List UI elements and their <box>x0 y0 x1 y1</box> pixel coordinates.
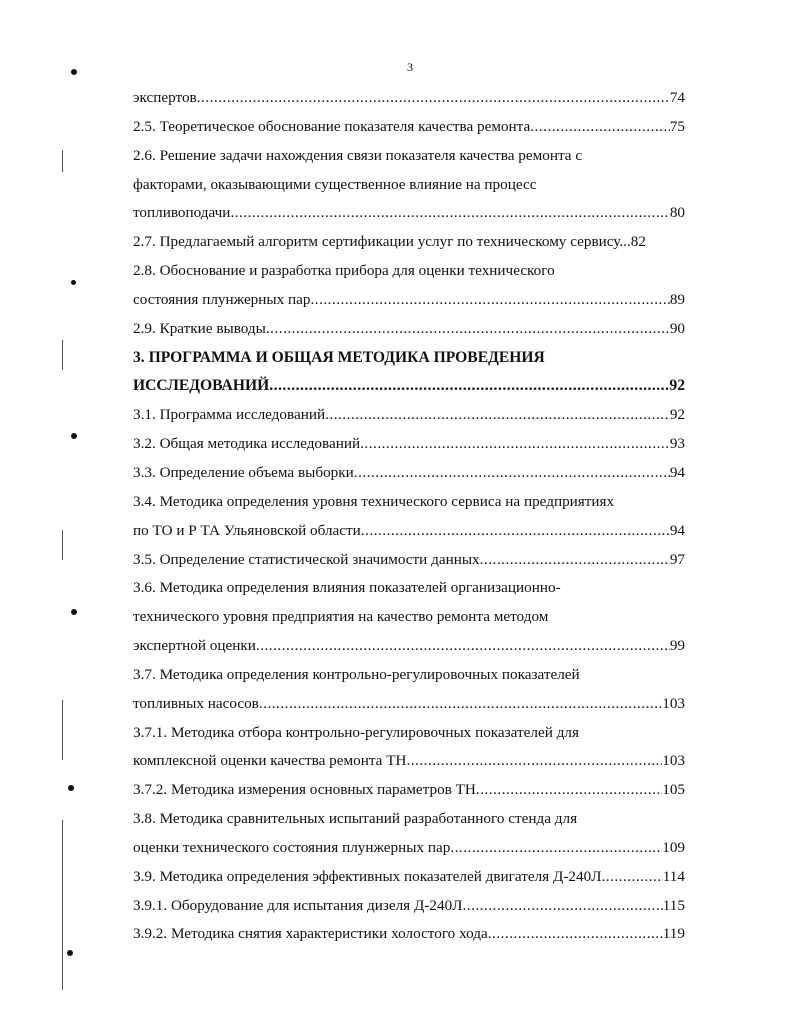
toc-entry <box>133 113 685 142</box>
toc-entry-title: топливных насосов <box>133 694 259 712</box>
toc-entry <box>133 632 685 661</box>
toc-wrap-line: 2.7. Предлагаемый алгоритм сертификации услуг по техническому сервису...82 <box>133 233 646 251</box>
toc-entry <box>133 372 685 401</box>
toc-entry-title: комплексной оценки качества ремонта ТН <box>133 752 407 770</box>
toc-page-number: 119 <box>662 925 685 943</box>
toc-entry-title: экспертной оценки <box>133 637 256 655</box>
toc-entry-title: состояния плунжерных пар <box>133 290 311 308</box>
toc-entry-title: 3.9. Методика определения эффективных показателей двигателя Д-240Л <box>133 867 602 885</box>
toc-dot-leader <box>230 199 669 228</box>
toc-dot-leader <box>197 84 670 113</box>
toc-dot-leader <box>450 834 662 863</box>
toc-dot-leader <box>488 920 663 949</box>
scan-edge-line <box>62 530 63 560</box>
toc-entry <box>133 892 685 921</box>
toc-entry <box>133 459 685 488</box>
toc-page-number: 80 <box>669 204 685 222</box>
toc-entry <box>133 430 685 459</box>
toc-entry-title: по ТО и Р ТА Ульяновской области <box>133 521 361 539</box>
toc-entry-title: 3.9.1. Оборудование для испытания дизеля Д-240Л <box>133 896 463 914</box>
toc-entry <box>133 834 685 863</box>
toc-wrap-line: 3.4. Методика определения уровня технического сервиса на предприятиях <box>133 492 615 510</box>
toc-entry <box>133 84 685 113</box>
toc-entry-title: 3.3. Определение объема выборки <box>133 463 354 481</box>
toc-wrap-line: 3.7. Методика определения контрольно-регулировочных показателей <box>133 665 580 683</box>
toc-dot-leader <box>476 776 662 805</box>
toc-page-number: 103 <box>662 752 685 770</box>
toc-entry-title: топливоподачи <box>133 204 231 222</box>
toc-entry <box>133 401 685 430</box>
section-heading-line: 3. ПРОГРАММА И ОБЩАЯ МЕТОДИКА ПРОВЕДЕНИЯ <box>133 348 545 366</box>
toc-entry <box>133 315 685 344</box>
toc-page-number: 93 <box>669 435 685 453</box>
toc-wrap-line: 3.8. Методика сравнительных испытаний разработанного стенда для <box>133 810 578 828</box>
toc-wrap-line: 3.7.1. Методика отбора контрольно-регулировочных показателей для <box>133 723 579 741</box>
scan-mark <box>67 950 73 956</box>
toc-entry <box>133 863 685 892</box>
toc-wrap-line: 3.6. Методика определения влияния показателей организационно- <box>133 579 561 597</box>
toc-entry <box>133 199 685 228</box>
table-of-contents <box>133 84 685 949</box>
toc-entry <box>133 747 685 776</box>
toc-page-number: 114 <box>662 867 685 885</box>
scan-edge-line <box>62 700 63 760</box>
toc-entry <box>133 690 685 719</box>
toc-entry-title: 2.9. Краткие выводы <box>133 319 266 337</box>
toc-dot-leader <box>310 286 669 315</box>
toc-dot-leader <box>325 401 670 430</box>
toc-entry-title: 3.7.2. Методика измерения основных параметров ТН <box>133 781 476 799</box>
toc-dot-leader <box>462 892 662 921</box>
toc-page-number: 109 <box>662 838 685 856</box>
toc-page-number: 115 <box>662 896 685 914</box>
scan-mark <box>71 433 77 439</box>
toc-entry <box>133 546 685 575</box>
toc-entry-title: 3.2. Общая методика исследований <box>133 435 361 453</box>
toc-wrap-line: факторами, оказывающими существенное влияние на процесс <box>133 175 537 193</box>
scan-mark <box>71 609 77 615</box>
toc-page-number: 97 <box>669 550 685 568</box>
toc-dot-leader <box>256 632 670 661</box>
scan-edge-line <box>62 150 63 172</box>
toc-entry-title: оценки технического состояния плунжерных пар <box>133 838 451 856</box>
scan-mark <box>71 69 77 75</box>
toc-wrap-line: технического уровня предприятия на качество ремонта методом <box>133 608 549 626</box>
toc-page-number: 74 <box>669 89 685 106</box>
toc-dot-leader <box>361 517 670 546</box>
toc-entry <box>133 920 685 949</box>
toc-entry-title: экспертов <box>133 89 197 106</box>
toc-dot-leader <box>259 690 662 719</box>
toc-page-number: 99 <box>669 637 685 655</box>
toc-dot-leader <box>601 863 662 892</box>
toc-entry-title: ИССЛЕДОВАНИЙ <box>133 377 270 395</box>
toc-entry-title: 3.5. Определение статистической значимости данных <box>133 550 480 568</box>
toc-page-number: 103 <box>662 694 685 712</box>
toc-dot-leader <box>406 747 662 776</box>
toc-entry-title: 3.9.2. Методика снятия характеристики холостого хода <box>133 925 488 943</box>
scan-edge-line <box>62 340 63 370</box>
toc-page-number: 94 <box>669 521 685 539</box>
toc-page-number: 105 <box>662 781 685 799</box>
toc-entry-title: 3.1. Программа исследований <box>133 406 326 424</box>
toc-page-number: 89 <box>669 290 685 308</box>
scan-mark <box>68 785 74 791</box>
toc-dot-leader <box>480 546 670 575</box>
page-number: 3 <box>407 60 413 74</box>
toc-page-number: 92 <box>669 406 685 424</box>
toc-wrap-line: 2.8. Обоснование и разработка прибора для оценки технического <box>133 262 555 280</box>
toc-dot-leader <box>530 113 670 142</box>
toc-entry <box>133 286 685 315</box>
toc-dot-leader <box>354 459 670 488</box>
toc-dot-leader <box>266 315 670 344</box>
toc-page-number: 92 <box>669 377 685 395</box>
toc-dot-leader <box>269 372 669 401</box>
toc-entry <box>133 517 685 546</box>
toc-page-number: 75 <box>669 117 685 135</box>
toc-page-number: 94 <box>669 463 685 481</box>
toc-entry <box>133 776 685 805</box>
toc-dot-leader <box>360 430 670 459</box>
toc-page-number: 90 <box>669 319 685 337</box>
scan-mark <box>71 280 76 285</box>
toc-entry-title: 2.5. Теоретическое обоснование показателя качества ремонта <box>133 117 531 135</box>
toc-wrap-line: 2.6. Решение задачи нахождения связи показателя качества ремонта с <box>133 146 583 164</box>
scan-edge-line <box>62 820 63 990</box>
